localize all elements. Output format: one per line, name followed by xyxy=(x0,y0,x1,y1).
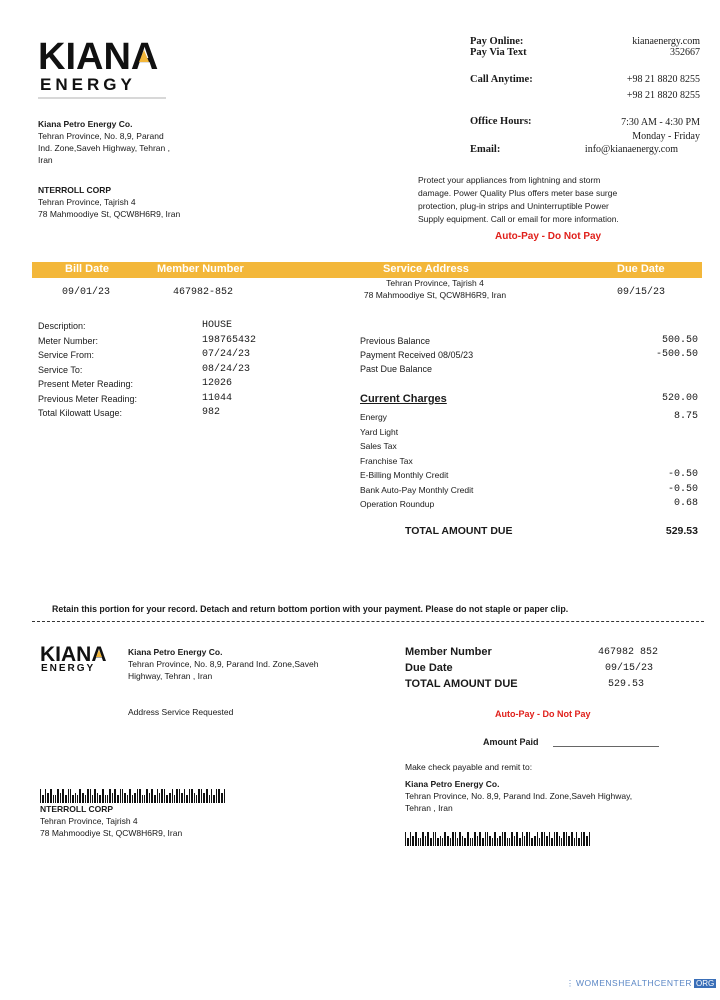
barcode-bar xyxy=(72,795,73,803)
contact-block xyxy=(470,36,700,156)
barcode-bar xyxy=(546,836,547,846)
office-hours-value: 7:30 AM - 4:30 PM xyxy=(621,117,700,128)
remit-name: Kiana Petro Energy Co. xyxy=(405,779,500,789)
barcode-bar xyxy=(554,832,555,846)
charge-value: 0.68 xyxy=(673,498,698,509)
detail-label: Present Meter Reading: xyxy=(38,379,134,389)
detail-value: 11044 xyxy=(202,392,233,404)
promo-line: protection, plug-in strips and Uninterruptible Power xyxy=(418,201,609,211)
barcode-bar xyxy=(77,795,78,803)
barcode-bar xyxy=(425,836,426,846)
service-address-value xyxy=(310,277,560,301)
barcode-bar xyxy=(50,789,51,803)
table-row xyxy=(38,319,298,334)
barcode-bar xyxy=(105,795,106,803)
stub-total-label: TOTAL AMOUNT DUE xyxy=(405,678,518,690)
barcode-bar xyxy=(440,836,441,846)
barcode-bar xyxy=(412,836,414,846)
stub-member-label: Member Number xyxy=(405,646,492,658)
barcode-bar xyxy=(139,789,140,803)
barcode-bar xyxy=(420,838,421,846)
barcode-bar xyxy=(209,795,210,803)
due-date-value: 09/15/23 xyxy=(617,287,666,298)
table-row xyxy=(38,363,298,378)
barcode-bar xyxy=(519,838,520,846)
barcode-bar xyxy=(474,832,475,846)
barcode-bar xyxy=(459,832,460,846)
promo-line: Protect your appliances from lightning and storm xyxy=(418,175,601,185)
table-row xyxy=(360,439,698,454)
charge-value: -0.50 xyxy=(667,469,698,480)
barcode-bar xyxy=(75,793,76,803)
stub-company-address-line: Tehran Province, No. 8,9, Parand Ind. Zone,Saveh xyxy=(128,659,319,669)
logo-word-kiana: KIANA xyxy=(38,36,159,78)
barcode-bar xyxy=(216,789,217,803)
barcode-bar xyxy=(529,832,530,846)
detail-value: 12026 xyxy=(202,378,233,389)
table-row xyxy=(360,468,698,483)
call-value: +98 21 8820 8255 xyxy=(626,90,700,101)
company-address-line: Tehran Province, No. 8,9, Parand xyxy=(38,131,164,141)
table-row xyxy=(360,334,698,348)
barcode-bar xyxy=(122,789,123,803)
amount-paid-field[interactable] xyxy=(553,746,659,747)
barcode-bar xyxy=(464,838,466,846)
header-service-address: Service Address xyxy=(383,263,469,275)
barcode-bar xyxy=(132,795,133,803)
barcode-bar xyxy=(576,832,577,846)
barcode-bar xyxy=(544,832,545,846)
barcode-bar xyxy=(124,793,125,803)
detail-label: Service To: xyxy=(38,364,83,375)
charge-label: Bank Auto-Pay Monthly Credit xyxy=(360,484,474,495)
barcode-bar xyxy=(477,836,478,846)
barcode-bar xyxy=(186,795,188,803)
barcode-bar xyxy=(447,836,449,846)
barcode-bar xyxy=(179,789,180,803)
barcode-bar xyxy=(144,795,145,803)
barcode-bar xyxy=(541,832,542,846)
charges-list xyxy=(360,410,698,512)
charge-label: Energy xyxy=(360,412,387,422)
barcode-bar xyxy=(482,838,484,846)
stub-customer-block xyxy=(40,803,280,839)
barcode-bar xyxy=(196,795,197,803)
barcode-bar xyxy=(502,832,503,846)
stub-company-name: Kiana Petro Energy Co. xyxy=(128,647,223,657)
table-row xyxy=(360,483,698,498)
barcode-bar xyxy=(68,789,69,803)
barcode-bar xyxy=(556,832,557,846)
barcode-bar xyxy=(157,789,158,803)
balance-value: 500.50 xyxy=(661,335,698,346)
barcode-bar xyxy=(85,795,86,803)
logo-word-energy: ENERGY xyxy=(40,75,136,94)
barcode-bar xyxy=(191,789,192,803)
watermark-text: WOMENSHEALTHCENTER xyxy=(576,978,693,988)
barcode-bar xyxy=(455,832,456,846)
barcode-bar xyxy=(149,793,150,803)
balance-label: Past Due Balance xyxy=(360,364,433,374)
company-address-line: Ind. Zone,Saveh Highway, Tehran , xyxy=(38,143,170,153)
barcode-bar xyxy=(435,832,436,846)
detail-value: 07/24/23 xyxy=(202,349,251,360)
barcode-bar xyxy=(90,789,91,803)
barcode-bar xyxy=(407,838,408,846)
table-row xyxy=(38,348,298,363)
barcode-bar xyxy=(497,838,498,846)
charge-value: 8.75 xyxy=(673,411,698,422)
barcode-bar xyxy=(57,789,58,803)
service-address-line: Tehran Province, Tajrish 4 xyxy=(386,278,484,288)
balance-label: Previous Balance xyxy=(360,336,431,346)
customer-address-line: Tehran Province, Tajrish 4 xyxy=(38,197,136,207)
retain-notice: Retain this portion for your record. Detach and return bottom portion with your payment. Please do not staple or paper clip. xyxy=(52,604,569,614)
barcode-bar xyxy=(571,832,572,846)
barcode-bar xyxy=(161,789,162,803)
office-hours-label: Office Hours: xyxy=(470,116,532,127)
customer-name: NTERROLL CORP xyxy=(38,185,112,195)
detail-label: Total Kilowatt Usage: xyxy=(38,408,123,418)
detail-value: 982 xyxy=(202,407,221,418)
barcode-bar xyxy=(65,795,67,803)
stub-customer-name: NTERROLL CORP xyxy=(40,804,114,814)
office-days-value: Monday - Friday xyxy=(632,131,700,142)
barcode-bar xyxy=(137,789,138,803)
barcode-bar xyxy=(129,789,130,803)
barcode-bar xyxy=(112,793,113,803)
detail-label: Description: xyxy=(38,321,86,331)
balance-value: -500.50 xyxy=(655,349,698,360)
total-value: 529.53 xyxy=(665,525,698,537)
charge-label: Sales Tax xyxy=(360,441,397,451)
barcode-bar xyxy=(504,832,505,846)
barcode-bar xyxy=(492,838,493,846)
barcode-bar xyxy=(559,836,560,846)
barcode-bar xyxy=(166,795,167,803)
table-row xyxy=(360,410,698,425)
company-address-line: Iran xyxy=(38,155,53,165)
barcode-bar xyxy=(452,832,453,846)
table-row xyxy=(360,497,698,512)
barcode-bar xyxy=(487,832,488,846)
pay-online-label: Pay Online: xyxy=(470,36,524,47)
logo-underline xyxy=(38,97,166,99)
barcode-bar xyxy=(213,795,214,803)
stub-total-value: 529.53 xyxy=(608,679,645,690)
remit-block xyxy=(405,778,695,814)
stub-member-value: 467982 852 xyxy=(598,647,659,658)
barcode-bar xyxy=(224,789,225,803)
barcode-bar xyxy=(574,838,575,846)
barcode-bar xyxy=(218,789,219,803)
barcode-bar xyxy=(442,838,443,846)
barcode-bar xyxy=(114,789,115,803)
company-address-block xyxy=(38,118,238,166)
barcode-bar xyxy=(134,793,136,803)
barcode-bar xyxy=(211,789,212,803)
table-row xyxy=(38,334,298,349)
barcode-bar xyxy=(53,795,54,803)
barcode-bar xyxy=(82,793,84,803)
barcode-bar xyxy=(437,838,438,846)
barcode-bar xyxy=(566,832,567,846)
header-due-date: Due Date xyxy=(617,263,665,275)
detail-label: Service From: xyxy=(38,350,95,360)
barcode-bar xyxy=(578,838,579,846)
barcode-bar xyxy=(42,795,43,803)
barcode-bar xyxy=(422,832,423,846)
table-row xyxy=(38,392,298,407)
meter-details xyxy=(38,319,298,421)
barcode-bar xyxy=(117,795,119,803)
promo-line: damage. Power Quality Plus offers meter base surge xyxy=(418,188,618,198)
barcode-bar xyxy=(47,793,49,803)
barcode-bar xyxy=(551,838,553,846)
barcode-bar xyxy=(189,789,190,803)
remit-barcode xyxy=(405,832,590,846)
barcode-bar xyxy=(433,832,434,846)
customer-barcode xyxy=(40,789,225,803)
table-row xyxy=(360,425,698,440)
stub-due-label: Due Date xyxy=(405,662,453,674)
charge-label: Franchise Tax xyxy=(360,455,413,466)
barcode-bar xyxy=(415,832,416,846)
barcode-bar xyxy=(534,836,536,846)
stub-company-block xyxy=(128,646,388,682)
barcode-bar xyxy=(410,832,411,846)
pay-text-label: Pay Via Text xyxy=(470,47,527,58)
barcode-bar xyxy=(511,832,512,846)
barcode-bar xyxy=(169,793,171,803)
detail-value: HOUSE xyxy=(202,320,233,331)
watermark-dots-icon: ⋮ xyxy=(566,978,574,988)
total-label: TOTAL AMOUNT DUE xyxy=(405,525,513,537)
charge-label: Operation Roundup xyxy=(360,499,435,509)
remit-address-line: Tehran Province, No. 8,9, Parand Ind. Zone,Saveh Highway, xyxy=(405,791,633,801)
detail-value: 198765432 xyxy=(202,334,257,346)
service-address-line: 78 Mahmoodiye St, QCW8H6R9, Iran xyxy=(363,290,507,300)
barcode-bar xyxy=(99,795,101,803)
stub-logo-word-kiana: KIANA xyxy=(40,643,107,666)
charge-label: Yard Light xyxy=(360,426,399,437)
barcode-bar xyxy=(70,789,71,803)
barcode-bar xyxy=(427,832,428,846)
barcode-bar xyxy=(507,838,508,846)
barcode-bar xyxy=(526,832,527,846)
barcode-bar xyxy=(164,789,165,803)
member-number-value: 467982-852 xyxy=(173,287,234,298)
barcode-bar xyxy=(418,838,419,846)
barcode-bar xyxy=(499,836,501,846)
barcode-bar xyxy=(94,789,95,803)
bill-date-value: 09/01/23 xyxy=(62,287,111,298)
call-label: Call Anytime: xyxy=(470,74,533,85)
barcode-bar xyxy=(581,832,582,846)
barcode-bar xyxy=(198,789,199,803)
barcode-bar xyxy=(405,832,406,846)
barcode-bar xyxy=(430,838,432,846)
barcode-bar xyxy=(462,836,463,846)
barcode-bar xyxy=(142,795,143,803)
barcode-bar xyxy=(62,789,63,803)
barcode-bar xyxy=(120,789,121,803)
barcode-bar xyxy=(516,832,518,846)
header-member-number: Member Number xyxy=(157,263,244,275)
barcode-bar xyxy=(221,793,223,803)
barcode-bar xyxy=(549,832,550,846)
barcode-bar xyxy=(470,838,471,846)
barcode-bar xyxy=(583,832,584,846)
remit-instruction: Make check payable and remit to: xyxy=(405,762,533,772)
customer-address-block xyxy=(38,184,258,220)
barcode-bar xyxy=(40,789,41,803)
detail-value: 08/24/23 xyxy=(202,363,251,375)
cut-line xyxy=(32,621,704,622)
barcode-bar xyxy=(154,795,155,803)
barcode-bar xyxy=(87,789,88,803)
barcode-bar xyxy=(45,789,46,803)
amount-paid-label: Amount Paid xyxy=(483,737,539,747)
balances xyxy=(360,334,698,376)
bill-header-bar xyxy=(32,262,702,278)
stub-customer-address-line: 78 Mahmoodiye St, QCW8H6R9, Iran xyxy=(40,828,183,838)
barcode-bar xyxy=(589,832,590,846)
barcode-bar xyxy=(524,836,525,846)
barcode-bar xyxy=(563,832,564,846)
table-row xyxy=(360,348,698,362)
barcode-bar xyxy=(159,793,160,803)
company-name: Kiana Petro Energy Co. xyxy=(38,119,133,129)
barcode-bar xyxy=(151,789,153,803)
barcode-bar xyxy=(489,836,490,846)
promo-text xyxy=(418,174,688,226)
barcode-bar xyxy=(561,838,562,846)
watermark xyxy=(566,978,716,988)
address-service-requested: Address Service Requested xyxy=(128,707,234,717)
barcode-bar xyxy=(127,795,128,803)
barcode-bar xyxy=(485,832,486,846)
table-row xyxy=(360,454,698,469)
stub-logo-flame-icon xyxy=(96,650,102,657)
barcode-bar xyxy=(206,789,207,803)
table-row xyxy=(38,377,298,392)
balance-label: Payment Received 08/05/23 xyxy=(360,350,474,360)
barcode-bar xyxy=(184,789,185,803)
autopay-notice: Auto-Pay - Do Not Pay xyxy=(495,231,602,242)
barcode-bar xyxy=(55,795,56,803)
barcode-bar xyxy=(92,795,93,803)
barcode-bar xyxy=(568,836,570,846)
barcode-bar xyxy=(194,793,195,803)
charge-value: -0.50 xyxy=(667,483,698,495)
barcode-bar xyxy=(60,793,61,803)
stub-autopay-notice: Auto-Pay - Do Not Pay xyxy=(495,709,591,719)
barcode-bar xyxy=(494,832,495,846)
stub-logo xyxy=(40,644,115,680)
barcode-bar xyxy=(181,793,182,803)
barcode-bar xyxy=(457,838,458,846)
company-logo xyxy=(38,38,178,98)
barcode-bar xyxy=(203,793,205,803)
detail-label: Meter Number: xyxy=(38,335,99,346)
barcode-bar xyxy=(172,789,173,803)
detail-label: Previous Meter Reading: xyxy=(38,393,138,404)
table-row xyxy=(360,362,698,376)
charge-label: E-Billing Monthly Credit xyxy=(360,470,449,480)
stub-customer-address-line: Tehran Province, Tajrish 4 xyxy=(40,816,138,826)
remit-address-line: Tehran , Iran xyxy=(405,803,453,813)
barcode-bar xyxy=(107,795,108,803)
watermark-badge: ORG xyxy=(696,978,715,988)
barcode-bar xyxy=(537,832,538,846)
email-label: Email: xyxy=(470,144,501,155)
stub-logo-word-energy: ENERGY xyxy=(41,663,96,674)
stub-due-value: 09/15/23 xyxy=(605,663,654,674)
barcode-bar xyxy=(514,836,515,846)
table-row xyxy=(38,406,298,421)
logo-flame-icon xyxy=(139,50,149,62)
barcode-bar xyxy=(539,838,540,846)
barcode-bar xyxy=(79,789,80,803)
promo-line: Supply equipment. Call or email for more information. xyxy=(418,214,619,224)
barcode-bar xyxy=(472,838,473,846)
barcode-bar xyxy=(450,838,451,846)
pay-text-value: 352667 xyxy=(670,47,700,58)
barcode-bar xyxy=(522,832,523,846)
call-value: +98 21 8820 8255 xyxy=(626,74,700,85)
barcode-bar xyxy=(444,832,445,846)
pay-online-link[interactable]: kianaenergy.com xyxy=(632,36,700,47)
barcode-bar xyxy=(97,793,98,803)
barcode-bar xyxy=(176,789,177,803)
barcode-bar xyxy=(146,789,147,803)
header-bill-date: Bill Date xyxy=(65,263,110,275)
barcode-bar xyxy=(201,789,202,803)
barcode-bar xyxy=(531,838,532,846)
barcode-bar xyxy=(174,795,175,803)
barcode-bar xyxy=(509,838,510,846)
barcode-bar xyxy=(109,789,110,803)
stub-company-address-line: Highway, Tehran , Iran xyxy=(128,671,213,681)
barcode-bar xyxy=(467,832,468,846)
barcode-bar xyxy=(102,789,103,803)
barcode-bar xyxy=(586,836,588,846)
customer-address-line: 78 Mahmoodiye St, QCW8H6R9, Iran xyxy=(38,209,181,219)
email-link[interactable]: info@kianaenergy.com xyxy=(584,144,678,155)
current-charges-label: Current Charges xyxy=(360,393,447,405)
barcode-bar xyxy=(479,832,480,846)
current-charges-value: 520.00 xyxy=(661,393,698,404)
